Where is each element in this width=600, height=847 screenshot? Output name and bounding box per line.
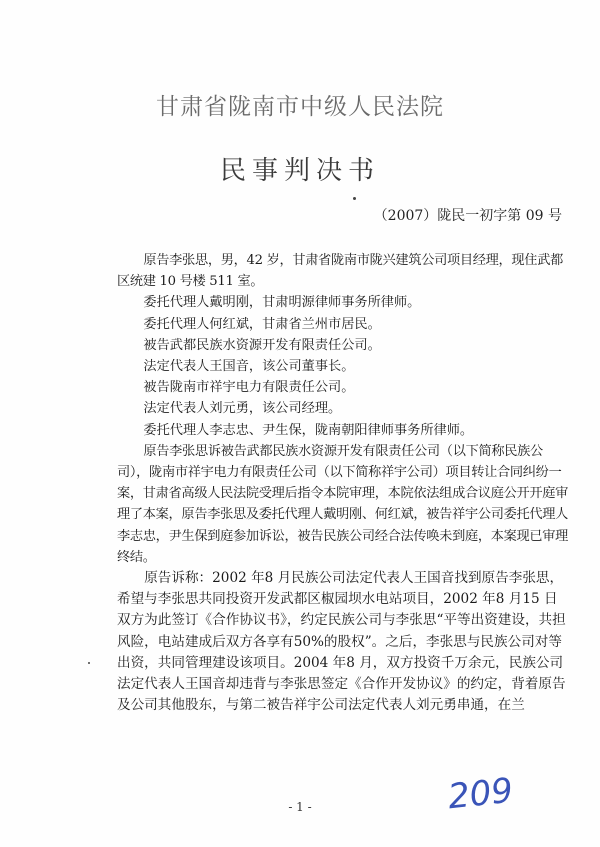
party-defendant-1-representative: 法定代表人王国音，该公司董事长。	[143, 359, 355, 375]
page-number: - 1 -	[288, 800, 312, 814]
party-plaintiff: 原告李张思，男，42 岁，甘肃省陇南市陇兴建筑公司项目经理，现住武都区统建 10 号楼 511 室。	[117, 253, 563, 290]
plaintiff-claim-paragraph: 原告诉称：2002 年8 月民族公司法定代表人王国音找到原告李张思，希望与李张思共同投资开发武都区椒园坝水电站项目，2002 年8 月15 日双方为此签订《合作协议书》，约定民族公司与李张思“平等出资建设，共担风险，电站建成后双方各享有50%的股权”。之后，李张思与民族公司对等出资，共同管理建设该项目。2004 年8 月，双方投资千万余元，民族公司法定代表人王国音却违背与李张思签定《合作开发协议》的约定，背着原告及公司其他股东，与第二被告祥宇公司法定代表人刘元勇串通，在兰	[117, 570, 566, 714]
party-plaintiff-agent-2: 委托代理人何红斌，甘肃省兰州市居民。	[143, 316, 381, 332]
party-defendant-2: 被告陇南市祥宇电力有限责任公司。	[143, 380, 355, 396]
document-type: 民事判决书	[219, 156, 380, 186]
party-defendant-2-representative: 法定代表人刘元勇，该公司经理。	[143, 401, 342, 417]
case-number: （2007）陇民一初字第 09 号	[373, 208, 562, 224]
party-defendant-2-agents: 委托代理人李志忠、尹生保，陇南朝阳律师事务所律师。	[143, 422, 474, 438]
handwritten-page-number: 209	[446, 770, 515, 818]
court-name: 甘肃省陇南市中级人民法院	[156, 94, 444, 120]
party-defendant-1: 被告武都民族水资源开发有限责任公司。	[143, 337, 381, 353]
document-body	[117, 250, 569, 716]
case-procedure-paragraph: 原告李张思诉被告武都民族水资源开发有限责任公司（以下简称民族公司），陇南市祥宇电力有限责任公司（以下简称祥宇公司）项目转让合同纠纷一案，甘肃省高级人民法院受理后指令本院审理，本院依法组成合议庭公开开庭审理了本案，原告李张思及委托代理人戴明刚、何红斌，被告祥宇公司委托代理人李志忠，尹生保到庭参加诉讼，被告民族公司经合法传唤未到庭，本案现已审理终结。	[117, 443, 569, 565]
scan-speck	[353, 197, 356, 200]
scan-speck	[88, 662, 90, 664]
party-plaintiff-agent-1: 委托代理人戴明刚，甘肃明源律师事务所律师。	[143, 295, 421, 311]
